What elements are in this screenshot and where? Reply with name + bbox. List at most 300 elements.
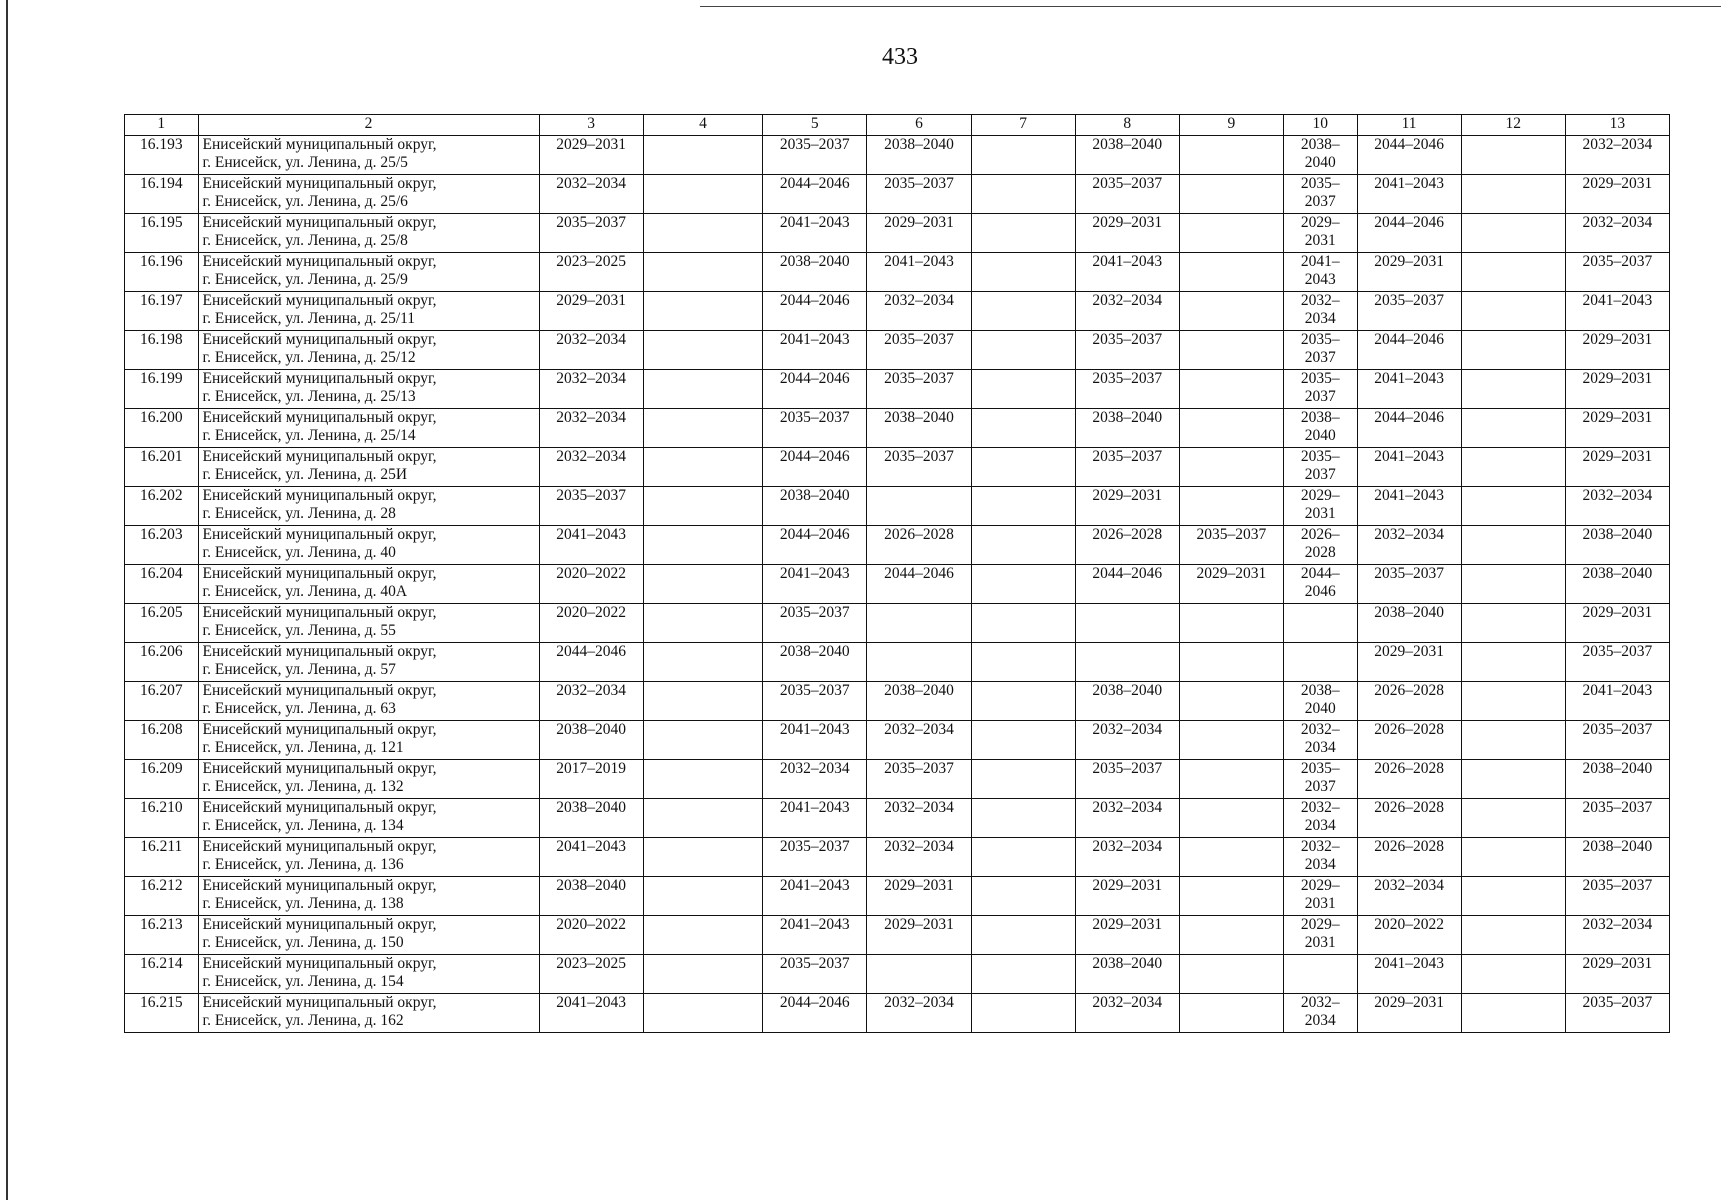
period-cell-11: 2044–2046 bbox=[1357, 214, 1461, 253]
period-cell-10: 2044–2046 bbox=[1283, 565, 1357, 604]
period-cell-9: 2035–2037 bbox=[1179, 526, 1283, 565]
address-district-line: Енисейский муниципальный округ, bbox=[202, 916, 437, 933]
period-cell-4 bbox=[643, 760, 762, 799]
period-cell-10: 2035–2037 bbox=[1283, 175, 1357, 214]
period-cell-10: 2026–2028 bbox=[1283, 526, 1357, 565]
table-row bbox=[125, 331, 1670, 370]
period-cell-11: 2041–2043 bbox=[1357, 370, 1461, 409]
row-number-cell: 16.198 bbox=[125, 331, 199, 370]
period-cell-3: 2032–2034 bbox=[539, 682, 643, 721]
period-cell-5: 2041–2043 bbox=[763, 916, 867, 955]
period-cell-12 bbox=[1461, 448, 1565, 487]
period-cell-13: 2038–2040 bbox=[1565, 565, 1669, 604]
period-cell-9 bbox=[1179, 838, 1283, 877]
period-cell-13: 2032–2034 bbox=[1565, 916, 1669, 955]
address-cell bbox=[198, 487, 539, 526]
table-row bbox=[125, 760, 1670, 799]
period-cell-11: 2038–2040 bbox=[1357, 604, 1461, 643]
address-street-line: г. Енисейск, ул. Ленина, д. 154 bbox=[202, 973, 404, 990]
period-cell-6: 2032–2034 bbox=[867, 721, 971, 760]
period-cell-3: 2032–2034 bbox=[539, 448, 643, 487]
period-cell-8: 2032–2034 bbox=[1075, 838, 1179, 877]
period-cell-7 bbox=[971, 214, 1075, 253]
address-cell bbox=[198, 370, 539, 409]
table-header-row bbox=[125, 115, 1670, 136]
period-cell-11: 2029–2031 bbox=[1357, 643, 1461, 682]
period-cell-12 bbox=[1461, 253, 1565, 292]
period-cell-9 bbox=[1179, 994, 1283, 1033]
row-number-cell: 16.203 bbox=[125, 526, 199, 565]
period-cell-9 bbox=[1179, 877, 1283, 916]
schedule-table bbox=[124, 114, 1670, 1033]
period-cell-8: 2035–2037 bbox=[1075, 370, 1179, 409]
period-cell-9 bbox=[1179, 370, 1283, 409]
period-cell-6: 2029–2031 bbox=[867, 877, 971, 916]
address-cell bbox=[198, 409, 539, 448]
address-street-line: г. Енисейск, ул. Ленина, д. 134 bbox=[202, 817, 404, 834]
row-number-cell: 16.204 bbox=[125, 565, 199, 604]
period-cell-8: 2035–2037 bbox=[1075, 448, 1179, 487]
period-cell-13: 2035–2037 bbox=[1565, 799, 1669, 838]
address-street-line: г. Енисейск, ул. Ленина, д. 25/5 bbox=[202, 154, 408, 171]
table-row bbox=[125, 955, 1670, 994]
row-number-cell: 16.195 bbox=[125, 214, 199, 253]
period-cell-12 bbox=[1461, 994, 1565, 1033]
address-cell bbox=[198, 526, 539, 565]
period-cell-8: 2032–2034 bbox=[1075, 994, 1179, 1033]
period-cell-10: 2035–2037 bbox=[1283, 760, 1357, 799]
column-header: 7 bbox=[971, 115, 1075, 136]
period-cell-7 bbox=[971, 877, 1075, 916]
period-cell-11: 2026–2028 bbox=[1357, 838, 1461, 877]
table-row bbox=[125, 370, 1670, 409]
address-street-line: г. Енисейск, ул. Ленина, д. 138 bbox=[202, 895, 404, 912]
period-cell-11: 2026–2028 bbox=[1357, 682, 1461, 721]
period-cell-5: 2038–2040 bbox=[763, 643, 867, 682]
period-cell-5: 2035–2037 bbox=[763, 604, 867, 643]
table-row bbox=[125, 487, 1670, 526]
column-header: 6 bbox=[867, 115, 971, 136]
period-cell-11: 2041–2043 bbox=[1357, 487, 1461, 526]
table-row bbox=[125, 448, 1670, 487]
period-cell-5: 2038–2040 bbox=[763, 487, 867, 526]
address-district-line: Енисейский муниципальный округ, bbox=[202, 292, 437, 309]
address-district-line: Енисейский муниципальный округ, bbox=[202, 643, 437, 660]
table-row bbox=[125, 526, 1670, 565]
period-cell-6: 2032–2034 bbox=[867, 994, 971, 1033]
address-cell bbox=[198, 838, 539, 877]
row-number-cell: 16.200 bbox=[125, 409, 199, 448]
address-street-line: г. Енисейск, ул. Ленина, д. 28 bbox=[202, 505, 396, 522]
period-cell-6: 2032–2034 bbox=[867, 292, 971, 331]
period-cell-5: 2044–2046 bbox=[763, 292, 867, 331]
page-number: 433 bbox=[882, 44, 918, 70]
period-cell-13: 2041–2043 bbox=[1565, 682, 1669, 721]
period-cell-3: 2020–2022 bbox=[539, 604, 643, 643]
period-cell-11: 2041–2043 bbox=[1357, 955, 1461, 994]
period-cell-13: 2032–2034 bbox=[1565, 214, 1669, 253]
address-street-line: г. Енисейск, ул. Ленина, д. 25/14 bbox=[202, 427, 416, 444]
row-number-cell: 16.202 bbox=[125, 487, 199, 526]
period-cell-12 bbox=[1461, 604, 1565, 643]
period-cell-12 bbox=[1461, 292, 1565, 331]
period-cell-10: 2032–2034 bbox=[1283, 799, 1357, 838]
period-cell-9 bbox=[1179, 448, 1283, 487]
period-cell-6: 2035–2037 bbox=[867, 760, 971, 799]
period-cell-13: 2029–2031 bbox=[1565, 955, 1669, 994]
address-cell bbox=[198, 955, 539, 994]
period-cell-4 bbox=[643, 682, 762, 721]
table-row bbox=[125, 721, 1670, 760]
period-cell-9 bbox=[1179, 682, 1283, 721]
period-cell-8: 2038–2040 bbox=[1075, 955, 1179, 994]
column-header: 2 bbox=[198, 115, 539, 136]
period-cell-11: 2026–2028 bbox=[1357, 760, 1461, 799]
period-cell-12 bbox=[1461, 760, 1565, 799]
address-cell bbox=[198, 253, 539, 292]
period-cell-3: 2038–2040 bbox=[539, 799, 643, 838]
period-cell-9 bbox=[1179, 409, 1283, 448]
address-cell bbox=[198, 604, 539, 643]
period-cell-11: 2029–2031 bbox=[1357, 994, 1461, 1033]
period-cell-9 bbox=[1179, 214, 1283, 253]
period-cell-5: 2032–2034 bbox=[763, 760, 867, 799]
address-cell bbox=[198, 643, 539, 682]
address-district-line: Енисейский муниципальный округ, bbox=[202, 565, 437, 582]
period-cell-11: 2026–2028 bbox=[1357, 799, 1461, 838]
period-cell-7 bbox=[971, 136, 1075, 175]
period-cell-12 bbox=[1461, 214, 1565, 253]
period-cell-13: 2029–2031 bbox=[1565, 175, 1669, 214]
period-cell-8: 2032–2034 bbox=[1075, 292, 1179, 331]
period-cell-4 bbox=[643, 409, 762, 448]
period-cell-4 bbox=[643, 799, 762, 838]
row-number-cell: 16.193 bbox=[125, 136, 199, 175]
address-district-line: Енисейский муниципальный округ, bbox=[202, 760, 437, 777]
column-header: 8 bbox=[1075, 115, 1179, 136]
period-cell-7 bbox=[971, 916, 1075, 955]
period-cell-8: 2044–2046 bbox=[1075, 565, 1179, 604]
period-cell-8: 2029–2031 bbox=[1075, 877, 1179, 916]
period-cell-12 bbox=[1461, 136, 1565, 175]
period-cell-12 bbox=[1461, 526, 1565, 565]
address-district-line: Енисейский муниципальный округ, bbox=[202, 136, 437, 153]
address-street-line: г. Енисейск, ул. Ленина, д. 132 bbox=[202, 778, 404, 795]
period-cell-5: 2044–2046 bbox=[763, 448, 867, 487]
period-cell-5: 2035–2037 bbox=[763, 838, 867, 877]
address-district-line: Енисейский муниципальный округ, bbox=[202, 799, 437, 816]
period-cell-4 bbox=[643, 721, 762, 760]
address-cell bbox=[198, 136, 539, 175]
period-cell-9: 2029–2031 bbox=[1179, 565, 1283, 604]
row-number-cell: 16.194 bbox=[125, 175, 199, 214]
period-cell-5: 2041–2043 bbox=[763, 565, 867, 604]
address-district-line: Енисейский муниципальный округ, bbox=[202, 526, 437, 543]
address-district-line: Енисейский муниципальный округ, bbox=[202, 682, 437, 699]
period-cell-7 bbox=[971, 565, 1075, 604]
period-cell-10: 2035–2037 bbox=[1283, 370, 1357, 409]
address-street-line: г. Енисейск, ул. Ленина, д. 25/6 bbox=[202, 193, 408, 210]
address-street-line: г. Енисейск, ул. Ленина, д. 63 bbox=[202, 700, 396, 717]
period-cell-6: 2032–2034 bbox=[867, 838, 971, 877]
period-cell-3: 2032–2034 bbox=[539, 370, 643, 409]
address-district-line: Енисейский муниципальный округ, bbox=[202, 838, 437, 855]
address-cell bbox=[198, 448, 539, 487]
row-number-cell: 16.201 bbox=[125, 448, 199, 487]
period-cell-4 bbox=[643, 604, 762, 643]
table-row bbox=[125, 604, 1670, 643]
table-row bbox=[125, 916, 1670, 955]
period-cell-6 bbox=[867, 643, 971, 682]
address-street-line: г. Енисейск, ул. Ленина, д. 121 bbox=[202, 739, 404, 756]
period-cell-10: 2038–2040 bbox=[1283, 409, 1357, 448]
period-cell-3: 2020–2022 bbox=[539, 916, 643, 955]
period-cell-4 bbox=[643, 175, 762, 214]
column-header: 12 bbox=[1461, 115, 1565, 136]
period-cell-9 bbox=[1179, 760, 1283, 799]
period-cell-5: 2041–2043 bbox=[763, 331, 867, 370]
period-cell-10: 2029–2031 bbox=[1283, 877, 1357, 916]
period-cell-4 bbox=[643, 253, 762, 292]
period-cell-4 bbox=[643, 994, 762, 1033]
period-cell-3: 2035–2037 bbox=[539, 487, 643, 526]
column-header: 9 bbox=[1179, 115, 1283, 136]
period-cell-11: 2035–2037 bbox=[1357, 292, 1461, 331]
period-cell-7 bbox=[971, 955, 1075, 994]
address-street-line: г. Енисейск, ул. Ленина, д. 25/13 bbox=[202, 388, 416, 405]
table-row bbox=[125, 409, 1670, 448]
period-cell-3: 2029–2031 bbox=[539, 292, 643, 331]
row-number-cell: 16.215 bbox=[125, 994, 199, 1033]
address-street-line: г. Енисейск, ул. Ленина, д. 150 bbox=[202, 934, 404, 951]
period-cell-7 bbox=[971, 994, 1075, 1033]
address-street-line: г. Енисейск, ул. Ленина, д. 25/8 bbox=[202, 232, 408, 249]
period-cell-4 bbox=[643, 955, 762, 994]
period-cell-5: 2035–2037 bbox=[763, 682, 867, 721]
period-cell-8: 2038–2040 bbox=[1075, 682, 1179, 721]
period-cell-3: 2044–2046 bbox=[539, 643, 643, 682]
period-cell-9 bbox=[1179, 331, 1283, 370]
period-cell-4 bbox=[643, 370, 762, 409]
period-cell-9 bbox=[1179, 955, 1283, 994]
period-cell-12 bbox=[1461, 565, 1565, 604]
period-cell-4 bbox=[643, 565, 762, 604]
table-row bbox=[125, 643, 1670, 682]
column-header: 4 bbox=[643, 115, 762, 136]
period-cell-10: 2032–2034 bbox=[1283, 721, 1357, 760]
address-cell bbox=[198, 877, 539, 916]
period-cell-8: 2032–2034 bbox=[1075, 799, 1179, 838]
period-cell-6: 2038–2040 bbox=[867, 136, 971, 175]
period-cell-8: 2032–2034 bbox=[1075, 721, 1179, 760]
address-cell bbox=[198, 565, 539, 604]
period-cell-7 bbox=[971, 721, 1075, 760]
period-cell-4 bbox=[643, 448, 762, 487]
address-street-line: г. Енисейск, ул. Ленина, д. 57 bbox=[202, 661, 396, 678]
table-row bbox=[125, 682, 1670, 721]
period-cell-8: 2029–2031 bbox=[1075, 916, 1179, 955]
row-number-cell: 16.205 bbox=[125, 604, 199, 643]
period-cell-3: 2041–2043 bbox=[539, 526, 643, 565]
period-cell-12 bbox=[1461, 409, 1565, 448]
period-cell-8: 2029–2031 bbox=[1075, 487, 1179, 526]
period-cell-7 bbox=[971, 643, 1075, 682]
period-cell-7 bbox=[971, 682, 1075, 721]
period-cell-7 bbox=[971, 760, 1075, 799]
period-cell-3: 2035–2037 bbox=[539, 214, 643, 253]
address-district-line: Енисейский муниципальный округ, bbox=[202, 487, 437, 504]
period-cell-8: 2029–2031 bbox=[1075, 214, 1179, 253]
table-body bbox=[125, 136, 1670, 1033]
address-district-line: Енисейский муниципальный округ, bbox=[202, 877, 437, 894]
period-cell-10: 2035–2037 bbox=[1283, 448, 1357, 487]
period-cell-7 bbox=[971, 838, 1075, 877]
address-cell bbox=[198, 292, 539, 331]
period-cell-13: 2035–2037 bbox=[1565, 253, 1669, 292]
period-cell-5: 2035–2037 bbox=[763, 136, 867, 175]
address-district-line: Енисейский муниципальный округ, bbox=[202, 175, 437, 192]
address-district-line: Енисейский муниципальный округ, bbox=[202, 448, 437, 465]
scan-top-edge-line bbox=[700, 6, 1721, 7]
period-cell-6 bbox=[867, 955, 971, 994]
period-cell-4 bbox=[643, 214, 762, 253]
period-cell-12 bbox=[1461, 370, 1565, 409]
period-cell-11: 2044–2046 bbox=[1357, 409, 1461, 448]
period-cell-9 bbox=[1179, 292, 1283, 331]
period-cell-3: 2020–2022 bbox=[539, 565, 643, 604]
row-number-cell: 16.213 bbox=[125, 916, 199, 955]
period-cell-11: 2044–2046 bbox=[1357, 331, 1461, 370]
address-cell bbox=[198, 916, 539, 955]
address-district-line: Енисейский муниципальный округ, bbox=[202, 721, 437, 738]
period-cell-3: 2023–2025 bbox=[539, 955, 643, 994]
address-district-line: Енисейский муниципальный округ, bbox=[202, 994, 437, 1011]
period-cell-9 bbox=[1179, 799, 1283, 838]
period-cell-7 bbox=[971, 799, 1075, 838]
address-cell bbox=[198, 760, 539, 799]
period-cell-4 bbox=[643, 331, 762, 370]
period-cell-13: 2035–2037 bbox=[1565, 877, 1669, 916]
period-cell-7 bbox=[971, 253, 1075, 292]
period-cell-7 bbox=[971, 409, 1075, 448]
period-cell-8: 2038–2040 bbox=[1075, 409, 1179, 448]
table-row bbox=[125, 838, 1670, 877]
period-cell-6: 2032–2034 bbox=[867, 799, 971, 838]
period-cell-13: 2035–2037 bbox=[1565, 643, 1669, 682]
table-row bbox=[125, 799, 1670, 838]
period-cell-9 bbox=[1179, 487, 1283, 526]
period-cell-3: 2017–2019 bbox=[539, 760, 643, 799]
period-cell-7 bbox=[971, 604, 1075, 643]
period-cell-10: 2029–2031 bbox=[1283, 214, 1357, 253]
period-cell-13: 2038–2040 bbox=[1565, 838, 1669, 877]
period-cell-12 bbox=[1461, 682, 1565, 721]
period-cell-5: 2041–2043 bbox=[763, 214, 867, 253]
row-number-cell: 16.212 bbox=[125, 877, 199, 916]
period-cell-5: 2041–2043 bbox=[763, 877, 867, 916]
address-street-line: г. Енисейск, ул. Ленина, д. 25/11 bbox=[202, 310, 416, 327]
period-cell-9 bbox=[1179, 643, 1283, 682]
period-cell-6: 2035–2037 bbox=[867, 175, 971, 214]
period-cell-6: 2038–2040 bbox=[867, 409, 971, 448]
column-header: 11 bbox=[1357, 115, 1461, 136]
period-cell-11: 2044–2046 bbox=[1357, 136, 1461, 175]
period-cell-13: 2038–2040 bbox=[1565, 526, 1669, 565]
period-cell-13: 2029–2031 bbox=[1565, 409, 1669, 448]
table-row bbox=[125, 565, 1670, 604]
table-row bbox=[125, 994, 1670, 1033]
address-cell bbox=[198, 331, 539, 370]
period-cell-10: 2032–2034 bbox=[1283, 292, 1357, 331]
address-district-line: Енисейский муниципальный округ, bbox=[202, 604, 437, 621]
period-cell-13: 2032–2034 bbox=[1565, 136, 1669, 175]
column-header: 3 bbox=[539, 115, 643, 136]
row-number-cell: 16.210 bbox=[125, 799, 199, 838]
period-cell-8 bbox=[1075, 643, 1179, 682]
period-cell-11: 2032–2034 bbox=[1357, 877, 1461, 916]
period-cell-8: 2026–2028 bbox=[1075, 526, 1179, 565]
period-cell-4 bbox=[643, 136, 762, 175]
period-cell-12 bbox=[1461, 721, 1565, 760]
period-cell-13: 2041–2043 bbox=[1565, 292, 1669, 331]
period-cell-4 bbox=[643, 487, 762, 526]
scan-left-edge-line bbox=[6, 0, 8, 1200]
period-cell-5: 2041–2043 bbox=[763, 799, 867, 838]
period-cell-5: 2044–2046 bbox=[763, 175, 867, 214]
period-cell-8 bbox=[1075, 604, 1179, 643]
period-cell-12 bbox=[1461, 331, 1565, 370]
address-cell bbox=[198, 721, 539, 760]
period-cell-3: 2032–2034 bbox=[539, 175, 643, 214]
period-cell-12 bbox=[1461, 175, 1565, 214]
period-cell-7 bbox=[971, 175, 1075, 214]
period-cell-10 bbox=[1283, 955, 1357, 994]
period-cell-9 bbox=[1179, 916, 1283, 955]
table-row bbox=[125, 253, 1670, 292]
period-cell-9 bbox=[1179, 604, 1283, 643]
period-cell-12 bbox=[1461, 877, 1565, 916]
address-street-line: г. Енисейск, ул. Ленина, д. 25/9 bbox=[202, 271, 408, 288]
period-cell-6 bbox=[867, 487, 971, 526]
table-row bbox=[125, 214, 1670, 253]
period-cell-12 bbox=[1461, 643, 1565, 682]
period-cell-6: 2026–2028 bbox=[867, 526, 971, 565]
period-cell-11: 2035–2037 bbox=[1357, 565, 1461, 604]
address-cell bbox=[198, 175, 539, 214]
address-district-line: Енисейский муниципальный округ, bbox=[202, 370, 437, 387]
period-cell-6: 2044–2046 bbox=[867, 565, 971, 604]
period-cell-3: 2029–2031 bbox=[539, 136, 643, 175]
address-cell bbox=[198, 799, 539, 838]
period-cell-13: 2029–2031 bbox=[1565, 604, 1669, 643]
column-header: 5 bbox=[763, 115, 867, 136]
period-cell-7 bbox=[971, 448, 1075, 487]
period-cell-8: 2035–2037 bbox=[1075, 760, 1179, 799]
period-cell-5: 2044–2046 bbox=[763, 370, 867, 409]
address-cell bbox=[198, 682, 539, 721]
period-cell-9 bbox=[1179, 721, 1283, 760]
period-cell-6: 2029–2031 bbox=[867, 916, 971, 955]
period-cell-4 bbox=[643, 877, 762, 916]
period-cell-6: 2041–2043 bbox=[867, 253, 971, 292]
period-cell-8: 2041–2043 bbox=[1075, 253, 1179, 292]
row-number-cell: 16.208 bbox=[125, 721, 199, 760]
address-district-line: Енисейский муниципальный округ, bbox=[202, 409, 437, 426]
period-cell-6 bbox=[867, 604, 971, 643]
period-cell-11: 2032–2034 bbox=[1357, 526, 1461, 565]
period-cell-4 bbox=[643, 292, 762, 331]
period-cell-13: 2032–2034 bbox=[1565, 487, 1669, 526]
